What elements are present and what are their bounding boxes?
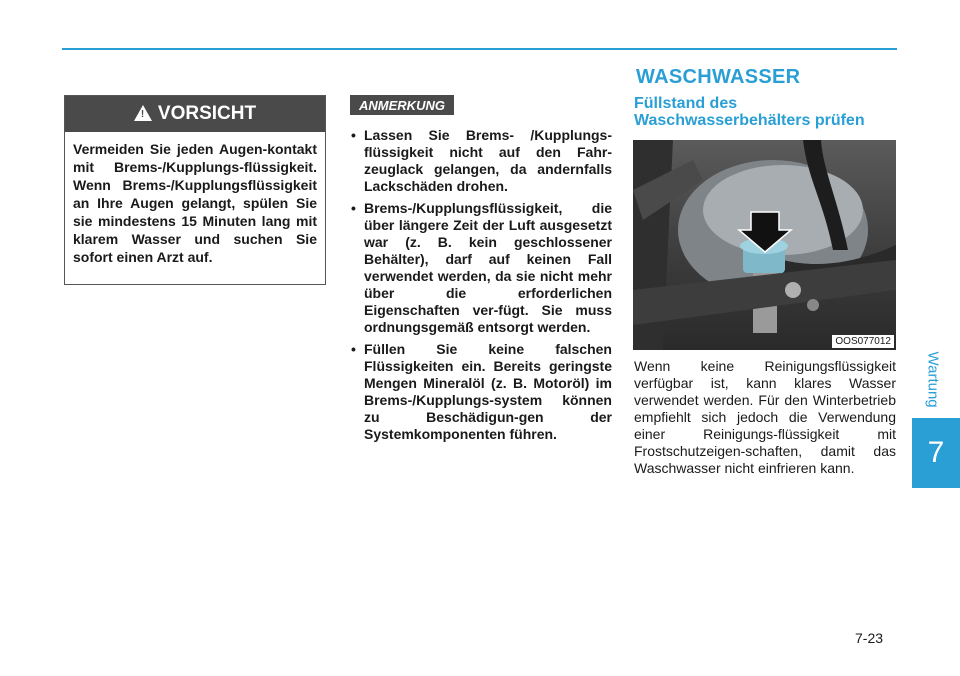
note-item: • Brems-/Kupplungsflüssigkeit, die über längere Zeit der Luft ausgesetzt war (z. B. kein geschlossener Behälter), darf auf keinen Fall verwendet werden, da sie nicht mehr über die erforderlichen Eigenschaften ver-fügt. Sie muss ordnungsgemäß entsorgt werden. — [350, 200, 612, 336]
warning-title: VORSICHT — [157, 103, 257, 124]
warning-text: Vermeiden Sie jeden Augen-kontakt mit Brems-/Kupplungs-flüssigkeit. Wenn Brems-/Kupplungsflüssigkeit an Ihre Augen gelangt, spülen Sie sie mindestens 15 Minuten lang mit klarem Wasser und suchen Sie sofort einen Arzt auf. — [73, 141, 317, 265]
note-list — [350, 127, 612, 448]
note-item: • Füllen Sie keine falschen Flüssigkeiten ein. Bereits geringste Mengen Mineralöl (z. B. Motoröl) im Brems-/Kupplungs-system können zu Beschädigun-gen der Systemkomponenten führen. — [350, 341, 612, 443]
photo-caption: OOS077012 — [832, 335, 894, 348]
section-title: WASCHWASSER — [636, 66, 801, 88]
warning-triangle-icon: ! — [134, 105, 152, 121]
chapter-tab: 7 — [912, 418, 960, 488]
section-subtitle: Füllstand des Waschwasserbehälters prüfen — [634, 95, 865, 129]
engine-bay-photo — [633, 140, 896, 350]
page-number: 7-23 — [855, 630, 884, 646]
note-tag: ANMERKUNG — [350, 95, 454, 115]
engine-bay-illustration — [633, 140, 896, 350]
section-body: Wenn keine Reinigungsflüssigkeit verfügbar ist, kann klares Wasser verwendet werden. Für den Winterbetrieb empfiehlt sich jedoch die Verwendung einer Reinigungs-flüssigkeit mit Frostschutzeigen-schaften, damit das Waschwasser nicht einfrieren kann. — [634, 358, 896, 476]
top-rule — [62, 48, 897, 50]
warning-header — [65, 96, 325, 132]
note-item: • Lassen Sie Brems- /Kupplungs-flüssigkeit nicht auf den Fahr-zeuglack gelangen, da andernfalls Lackschäden drohen. — [350, 127, 612, 195]
warning-box — [64, 95, 326, 285]
chapter-label: Wartung — [924, 351, 942, 408]
